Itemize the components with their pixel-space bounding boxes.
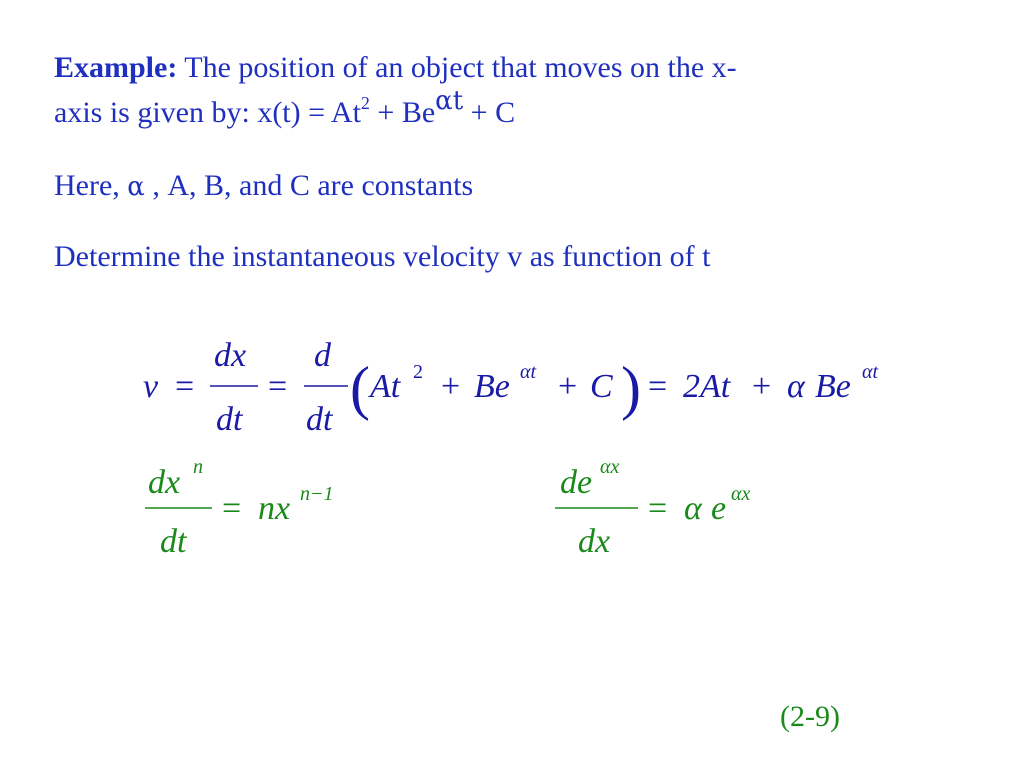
eq-At: At <box>370 368 401 405</box>
power-rule-dx: dx <box>148 464 181 501</box>
eq-v: v <box>143 368 159 405</box>
eq-plus-3: + <box>752 368 772 405</box>
eq-plus-2: + <box>558 368 578 405</box>
eq-2At: 2At <box>683 368 731 405</box>
exp-rule-dx: dx <box>578 523 611 560</box>
eq-alpha-t-2: αt <box>862 361 879 383</box>
slide-number: (2-9) <box>780 700 840 733</box>
power-rule-dt: dt <box>160 523 187 560</box>
example-plus-be: + Be <box>369 96 436 129</box>
constants-prefix: Here, <box>54 169 128 202</box>
eq-right-paren: ) <box>621 355 641 421</box>
example-line1: The position of an object that moves on the x- <box>177 51 737 84</box>
power-rule-n: n <box>193 456 203 478</box>
eq-d: d <box>314 337 331 374</box>
example-line2-prefix: axis is given by: x(t) = At <box>54 96 361 129</box>
power-rule-equals: = <box>222 490 242 527</box>
exp-rule-e: e <box>711 490 727 527</box>
eq-dt-2: dt <box>306 401 333 438</box>
eq-equals-3: = <box>648 368 668 405</box>
eq-dt-1: dt <box>216 401 243 438</box>
exponent-alpha-t: αt <box>435 86 464 116</box>
eq-Be: Be <box>474 368 510 405</box>
exponent-2: 2 <box>360 93 370 113</box>
task-paragraph: Determine the instantaneous velocity v as function of t <box>54 240 711 273</box>
eq-dx: dx <box>214 337 247 374</box>
constants-suffix: , A, B, and C are constants <box>144 169 474 202</box>
eq-equals-1: = <box>175 368 195 405</box>
exp-rule-alpha-x-top: αx <box>600 456 620 478</box>
exp-rule-de: de <box>560 464 593 501</box>
eq-alpha: α <box>787 368 805 405</box>
alpha-symbol: α <box>127 172 145 202</box>
power-rule-nx: nx <box>258 490 291 527</box>
eq-left-paren: ( <box>350 355 370 421</box>
eq-square: 2 <box>413 361 423 383</box>
exp-rule-alpha-x: αx <box>731 483 751 505</box>
eq-equals-2: = <box>268 368 288 405</box>
power-rule-exponent: n−1 <box>300 483 334 505</box>
exp-rule-alpha: α <box>684 490 702 527</box>
exp-rule-equals: = <box>648 490 668 527</box>
eq-alpha-t-1: αt <box>520 361 537 383</box>
eq-Be-2: Be <box>815 368 851 405</box>
eq-plus-1: + <box>441 368 461 405</box>
example-plus-c: + C <box>463 96 516 129</box>
eq-C: C <box>590 368 613 405</box>
example-label: Example: <box>54 51 178 84</box>
